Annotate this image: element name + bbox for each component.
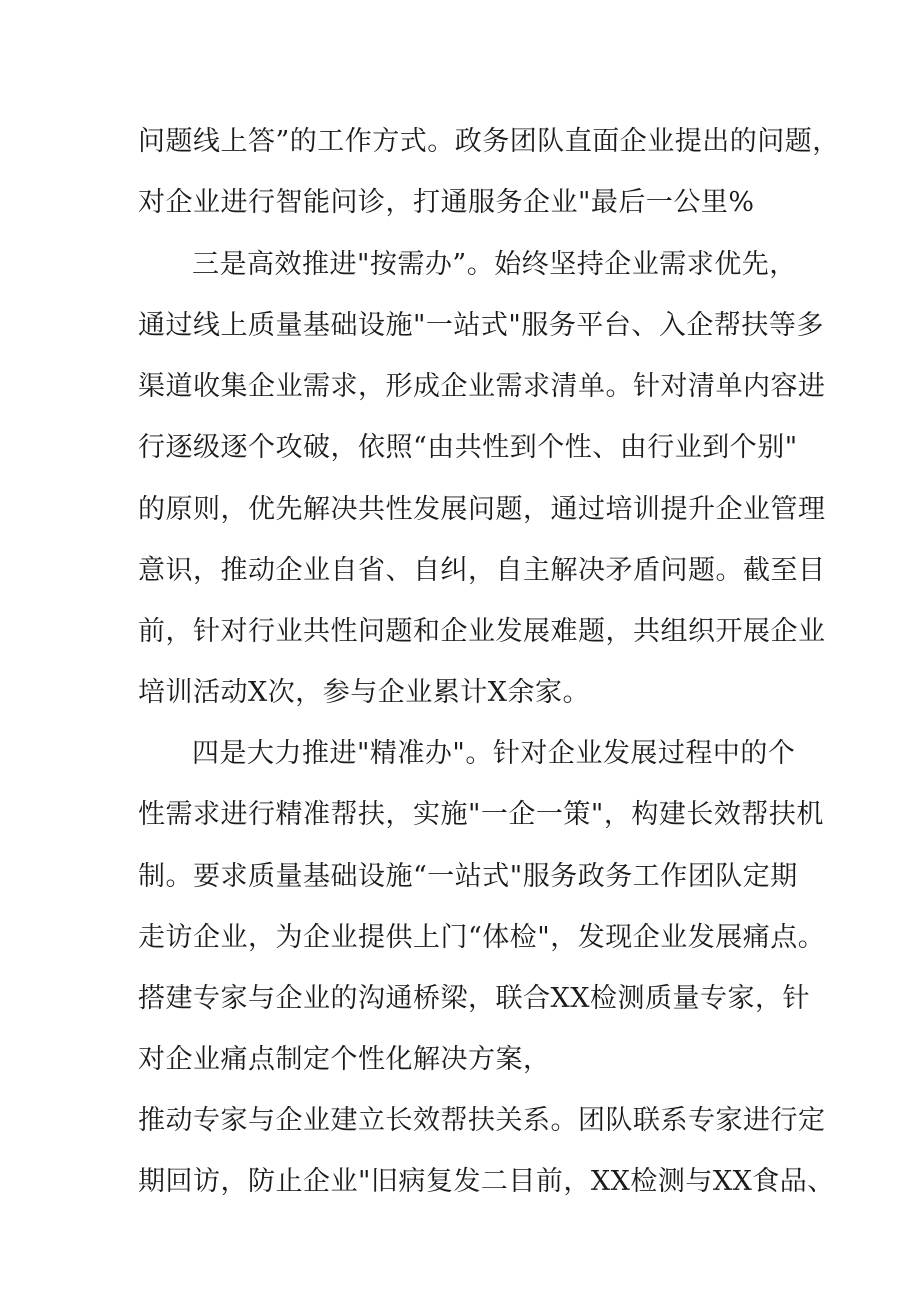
paragraph-line-17: 推动专家与企业建立长效帮扶关系。团队联系专家进行定 (138, 1105, 826, 1136)
paragraph-line-1: 问题线上答”的工作方式。政务团队直面企业提出的问题， (138, 126, 840, 157)
paragraph-line-3: 三是高效推进"按需办”。始终坚持企业需求优先， (192, 249, 797, 280)
paragraph-line-14: 走访企业，为企业提供上门“体检"，发现企业发展痛点。 (138, 922, 826, 953)
paragraph-line-13: 制。要求质量基础设施“一站式"服务政务工作团队定期 (138, 861, 798, 892)
paragraph-line-2: 对企业进行智能问诊，打通服务企业"最后一公里% (138, 187, 755, 218)
paragraph-line-18: 期回访，防止企业"旧病复发二目前，XX检测与XX食品、 (138, 1166, 835, 1197)
paragraph-line-12: 性需求进行精准帮扶，实施"一企一策"，构建长效帮扶机 (138, 799, 824, 830)
paragraph-line-7: 的原则，优先解决共性发展问题，通过培训提升企业管理 (138, 494, 826, 525)
paragraph-line-10: 培训活动X次，参与企业累计X余家。 (138, 677, 590, 708)
paragraph-line-5: 渠道收集企业需求，形成企业需求清单。针对清单内容进 (138, 371, 826, 402)
paragraph-line-8: 意识，推动企业自省、自纠，自主解决矛盾问题。截至目 (138, 555, 826, 586)
paragraph-line-11: 四是大力推进"精准办"。针对企业发展过程中的个 (192, 738, 796, 769)
paragraph-line-6: 行逐级逐个攻破，依照“由共性到个性、由行业到个别" (138, 432, 798, 463)
paragraph-line-9: 前，针对行业共性问题和企业发展难题，共组织开展企业 (138, 616, 826, 647)
paragraph-line-15: 搭建专家与企业的沟通桥梁，联合XX检测质量专家，针 (138, 983, 810, 1014)
paragraph-line-16: 对企业痛点制定个性化解决方案， (138, 1044, 551, 1075)
paragraph-line-4: 通过线上质量基础设施"一站式"服务平台、入企帮扶等多 (138, 310, 824, 341)
